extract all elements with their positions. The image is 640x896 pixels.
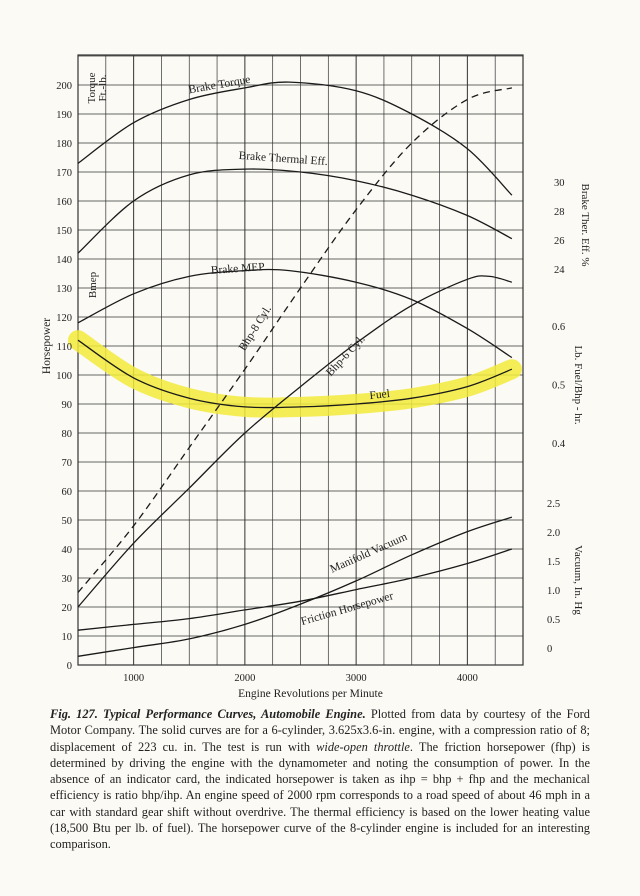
chart-grid (78, 55, 523, 665)
y-tick-label: 180 (56, 139, 72, 150)
y-tick-label: 80 (61, 429, 72, 440)
caption-italic: wide-open throttle (316, 739, 410, 754)
bmep-axis-label: Bmep (87, 271, 99, 299)
brake-thermal-eff-label: Brake Thermal Eff. (238, 149, 329, 169)
vacuum-tick-label: 1.0 (547, 586, 561, 597)
friction-horsepower-label: Friction Horsepower (299, 590, 395, 629)
vacuum-tick-label: 2.5 (547, 499, 561, 510)
y-tick-label: 190 (56, 110, 72, 121)
brake-thermal-eff-curve (78, 169, 512, 253)
caption-text-2: . The friction horsepower (fhp) is determined by driving the engine with the dynamometer and noting the consumption of power. In the absence of an indicator card, the indicated horsepower is taken as ihp = bhp + fhp and the mechanical efficiency is ratio bhp/ihp. An engine speed of 2000 rpm corresponds to a road speed of about 46 mph in a car with standard gear shift without overdrive. The thermal efficiency is based on the lower heating value (18,500 Btu per lb. of fuel). The horsepower curve of the 8-cylinder engine is included for an interesting comparison. (50, 739, 591, 852)
y-axis-label: Horsepower (41, 317, 53, 375)
brake-torque-label: Brake Torque (187, 73, 252, 97)
y-tick-label: 20 (61, 603, 72, 614)
y-tick-label: 70 (61, 458, 72, 469)
caption-figure-title: Fig. 127. Typical Performance Curves, Automobile Engine. (50, 707, 366, 721)
bte-tick-label: 30 (554, 178, 565, 189)
bhp-6-cyl-curve (78, 276, 512, 607)
fuel-highlight (78, 340, 512, 407)
y-tick-label: 170 (56, 168, 72, 179)
y-tick-label: 40 (61, 545, 72, 556)
y-tick-label: 140 (56, 255, 72, 266)
brake-torque-curve (78, 82, 512, 195)
y-tick-label: 30 (61, 574, 72, 585)
y-tick-label: 160 (56, 197, 72, 208)
y-tick-label: 90 (61, 400, 72, 411)
bhp-8-cyl-label: Bhp-8 Cyl. (236, 303, 275, 354)
y-tick-label: 110 (56, 342, 72, 353)
manifold-vacuum-curve (78, 517, 512, 656)
x-tick-label: 1000 (123, 673, 145, 684)
x-tick-label: 4000 (456, 673, 478, 684)
vacuum-tick-label: 0.5 (547, 615, 561, 626)
torque-axis-label: Torque (86, 72, 98, 104)
y-tick-label: 10 (61, 632, 72, 643)
brake-mep-curve (78, 269, 512, 357)
y-tick-label: 130 (56, 284, 72, 295)
caption-text-1: Plotted from data by courtesy of the Ford Motor Company. The solid curves are for a 6-cylinder, 3.625x3.6-in. engine, with a compression ratio of 8; displacement of 223 cu. in. The test is run with (50, 707, 590, 754)
brake-mep-label: Brake MEP (210, 261, 266, 277)
y-tick-label: 50 (61, 516, 72, 527)
vacuum-tick-label: 0 (547, 644, 553, 655)
chart-labels (41, 72, 591, 700)
figure-caption (50, 706, 590, 853)
fuel-rate-axis-label: Lb. Fuel/Bhp - hr. (572, 345, 584, 425)
x-tick-label: 2000 (234, 673, 256, 684)
manifold-vacuum-label: Manifold Vacuum (328, 530, 410, 576)
y-tick-label: 150 (56, 226, 72, 237)
fuel-label: Fuel (368, 387, 391, 403)
bte-tick-label: 28 (554, 207, 565, 218)
x-axis-label: Engine Revolutions per Minute (238, 688, 383, 700)
bte-tick-label: 24 (554, 265, 565, 276)
vacuum-axis-label: Vacuum, In. Hg (572, 545, 584, 615)
y-tick-label: 0 (66, 661, 72, 672)
chart-series (78, 82, 512, 656)
fuel-highlight (78, 340, 512, 407)
y-tick-label: 120 (56, 313, 72, 324)
x-tick-label: 3000 (345, 673, 367, 684)
fuel-rate-tick-label: 0.5 (552, 380, 566, 392)
fuel-rate-tick-label: 0.4 (552, 439, 566, 450)
y-tick-label: 100 (56, 371, 72, 382)
vacuum-tick-label: 1.5 (547, 557, 561, 568)
y-tick-label: 60 (61, 487, 72, 498)
torque-axis-unit: Ft.-lb. (97, 74, 109, 102)
bte-tick-label: 26 (554, 236, 565, 247)
bhp-6-cyl-label: Bhp-6 Cyl. (323, 333, 368, 379)
vacuum-tick-label: 2.0 (547, 528, 561, 539)
fuel-rate-tick-label: 0.6 (552, 322, 566, 333)
bte-axis-label: Brake Ther. Eff. % (579, 183, 591, 267)
y-tick-label: 200 (56, 81, 72, 92)
friction-horsepower-curve (78, 549, 512, 630)
